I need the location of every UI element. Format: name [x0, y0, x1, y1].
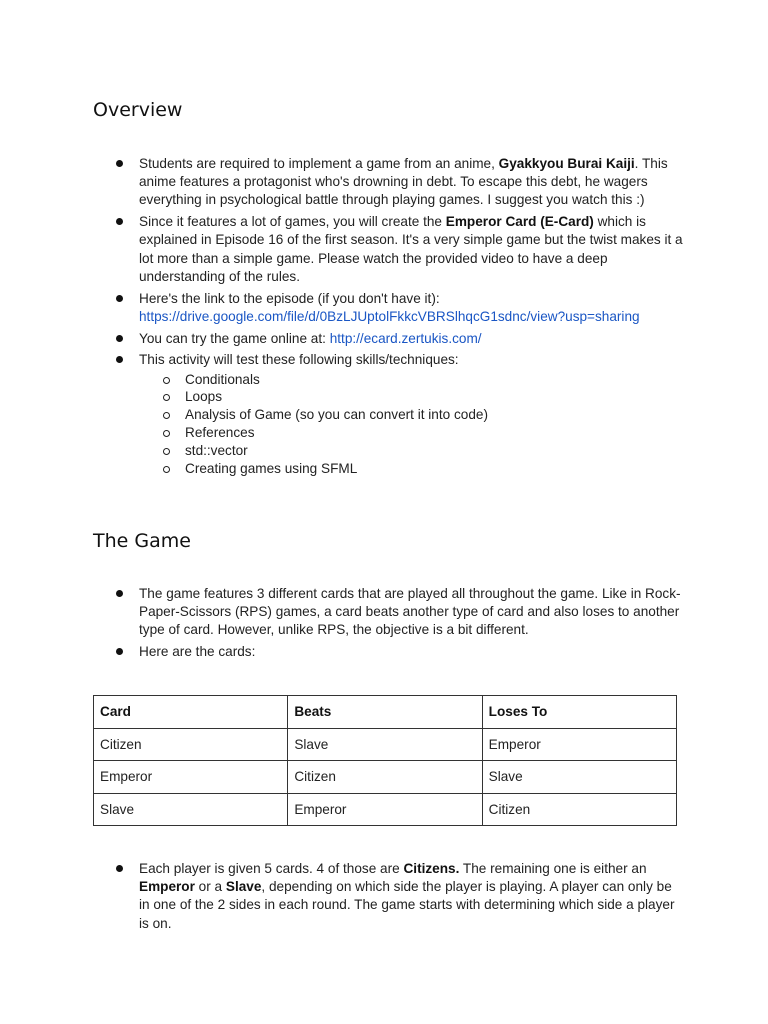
- skill-item: std::vector: [139, 442, 683, 460]
- table-header-cell: Beats: [288, 696, 482, 729]
- rule-text: or a: [194, 879, 226, 895]
- overview-heading: Overview: [93, 99, 183, 121]
- overview-item-anime-text-post: . This anime features a protagonist who's drowning in debt. To escape this debt, he wagers everything in psychological battle through playing games. I suggest you watch this :): [139, 156, 668, 208]
- table-row: [94, 761, 677, 794]
- table-cell: Slave: [94, 793, 288, 826]
- overview-item-anime-text-pre: Students are required to implement a game from an anime,: [139, 156, 499, 171]
- skill-item: Creating games using SFML: [139, 460, 683, 478]
- table-header-cell: Loses To: [482, 696, 676, 729]
- skill-item: References: [139, 424, 683, 442]
- skill-item: Analysis of Game (so you can convert it into code): [139, 406, 683, 424]
- overview-item-ecard: [93, 213, 683, 286]
- episode-link-label: Here's the link to the episode (if you don't have it):: [139, 290, 440, 306]
- game-item-player-cards: [93, 860, 683, 933]
- slave-term: Slave: [225, 879, 262, 895]
- overview-item-anime: [93, 155, 683, 210]
- table-cell: Citizen: [482, 793, 676, 826]
- overview-item-ecard-text-post: which is explained in Episode 16 of the first season. It's a very simple game but the twist makes it a lot more than a simple game. Please watch the provided video to have a deep understanding of the rules.: [139, 214, 683, 284]
- game-heading: The Game: [93, 530, 191, 552]
- anime-title: Gyakkyou Burai Kaiji: [498, 156, 635, 171]
- overview-item-skills: [93, 351, 683, 477]
- table-cell: Citizen: [288, 761, 482, 794]
- table-header-row: [94, 696, 677, 729]
- table-cell: Slave: [288, 728, 482, 761]
- emperor-term: Emperor: [139, 879, 195, 895]
- overview-item-ecard-text-pre: Since it features a lot of games, you will create the: [139, 214, 446, 230]
- ecard-title: Emperor Card (E-Card): [445, 214, 594, 230]
- game-rules-list: [93, 860, 683, 936]
- table-cell: Emperor: [288, 793, 482, 826]
- citizens-term: Citizens.: [403, 861, 460, 876]
- table-cell: Emperor: [482, 728, 676, 761]
- game-list: [93, 585, 683, 665]
- game-item-cards-label: Here are the cards:: [93, 643, 683, 661]
- overview-item-online-game: [93, 330, 683, 348]
- cards-table: [93, 695, 677, 826]
- skills-list: [139, 371, 683, 478]
- table-row: [94, 793, 677, 826]
- table-row: [94, 728, 677, 761]
- skills-intro: This activity will test these following skills/techniques:: [139, 352, 459, 368]
- online-game-link[interactable]: http://ecard.zertukis.com/: [329, 330, 482, 346]
- skill-item: Conditionals: [139, 371, 683, 389]
- skill-item: Loops: [139, 388, 683, 406]
- table-cell: Emperor: [94, 761, 288, 794]
- table-cell: Slave: [482, 761, 676, 794]
- overview-item-episode-link: [93, 290, 683, 326]
- table-cell: Citizen: [94, 728, 288, 761]
- online-game-label: You can try the game online at:: [139, 330, 330, 346]
- table-header-cell: Card: [94, 696, 288, 729]
- game-item-cards-intro: The game features 3 different cards that are played all throughout the game. Like in Rock-Paper-Scissors (RPS) games, a card beats another type of card and also loses to another type of card. However, unlike RPS, the objective is a bit different.: [93, 585, 683, 640]
- rule-text: The remaining one is either an: [459, 861, 647, 876]
- rule-text: Each player is given 5 cards. 4 of those are: [139, 861, 404, 876]
- episode-link[interactable]: https://drive.google.com/file/d/0BzLJUptolFkkcVBRSlhqcG1sdnc/view?usp=sharing: [139, 308, 640, 324]
- rule-text: , depending on which side the player is playing. A player can only be in one of the 2 sides in each round. The game starts with determining which side a player is on.: [139, 879, 675, 931]
- overview-list: [93, 155, 683, 481]
